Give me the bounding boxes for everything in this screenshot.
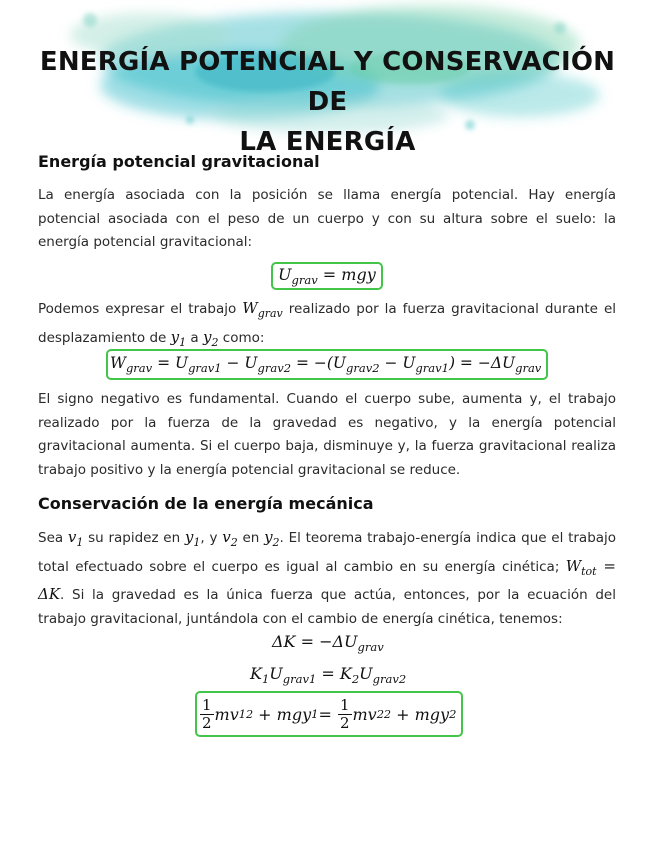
text-segment: . El teorema trabajo-energía indica que el trabajo total efectuado sobre el cuerpo es igual al cambio en su energía cinética; [38, 530, 617, 575]
text-segment: . Si la gravedad es la única fuerza que actúa, entonces, por la ecuación del trabajo gravitacional, juntándola con el cambio de energía cinética, tenemos: [38, 587, 616, 627]
paragraph-conservation: Sea $v_1$ su rapidez en $y_1$, y $v_2$ en $y_2$. El teorema trabajo-energía indica que el trabajo total efectuado sobre el cuerpo es igual al cambio en su energía cinética; $W_{tot} = \Delta K$. Si la gravedad es la única fuerza que actúa, entonces, por la ecuación del trabajo gravitacional, juntándola con el cambio de energía cinética, tenemos: [38, 528, 617, 627]
title-line-1: ENERGÍA POTENCIAL Y CONSERVACIÓN DE [39, 47, 616, 117]
paragraph-work-expression: Podemos expresar el trabajo $W_{grav}$ realizado por la fuerza gravitacional durante el desplazamiento de $y_1$ a $y_2$ como: [38, 299, 616, 349]
text-segment: Sea [38, 530, 64, 546]
equation-delta-k: $\Delta K = -\Delta U_{grav}$ [272, 632, 384, 655]
page-title [30, 42, 625, 162]
section-heading-conservation: Conservación de la energía mecánica [38, 494, 374, 513]
text-segment: como: [222, 329, 265, 346]
equation-ugrav: $U_{grav}$ = mgy [271, 262, 383, 290]
section-heading-potential: Energía potencial gravitacional [38, 152, 320, 171]
text-segment: a [190, 329, 199, 346]
paragraph-negative-sign: El signo negativo es fundamental. Cuando el cuerpo sube, aumenta y, el trabajo realizado por la fuerza de la gravedad es negativo, y la energía potencial gravitacional aumenta. Si el cuerpo baja, disminuye y, la fuerza gravitacional realiza trabajo positivo y la energía potencial gravitacional se reduce. [38, 391, 616, 478]
paragraph-potential-intro: La energía asociada con la posición se llama energía potencial. Hay energía potencial asociada con el peso de un cuerpo y con su altura sobre el suelo: la energía potencial gravitacional: [38, 187, 616, 250]
text-segment: Podemos expresar el trabajo [38, 301, 237, 317]
equation-wgrav: $W_{grav} = U_{grav1} - U_{grav2} = -(U_{grav2} - U_{grav1}) = -\Delta U_{grav}$ [106, 349, 548, 380]
equation-energy-conservation: $\frac{1}{2}$ mv 1 2 + mgy 1 = $\frac{1}{2}$ mv 2 2 + mgy 2 [195, 691, 463, 737]
equation-k-u: $K_1U_{grav1} = K_2U_{grav2}$ [250, 664, 407, 687]
title-line-2: LA ENERGÍA [239, 127, 416, 157]
text-segment: en [242, 530, 260, 546]
text-segment: su rapidez en [88, 530, 181, 546]
text-segment: realizado por la fuerza gravitacional durante el desplazamiento de [38, 301, 616, 346]
text-segment: y [209, 530, 218, 546]
